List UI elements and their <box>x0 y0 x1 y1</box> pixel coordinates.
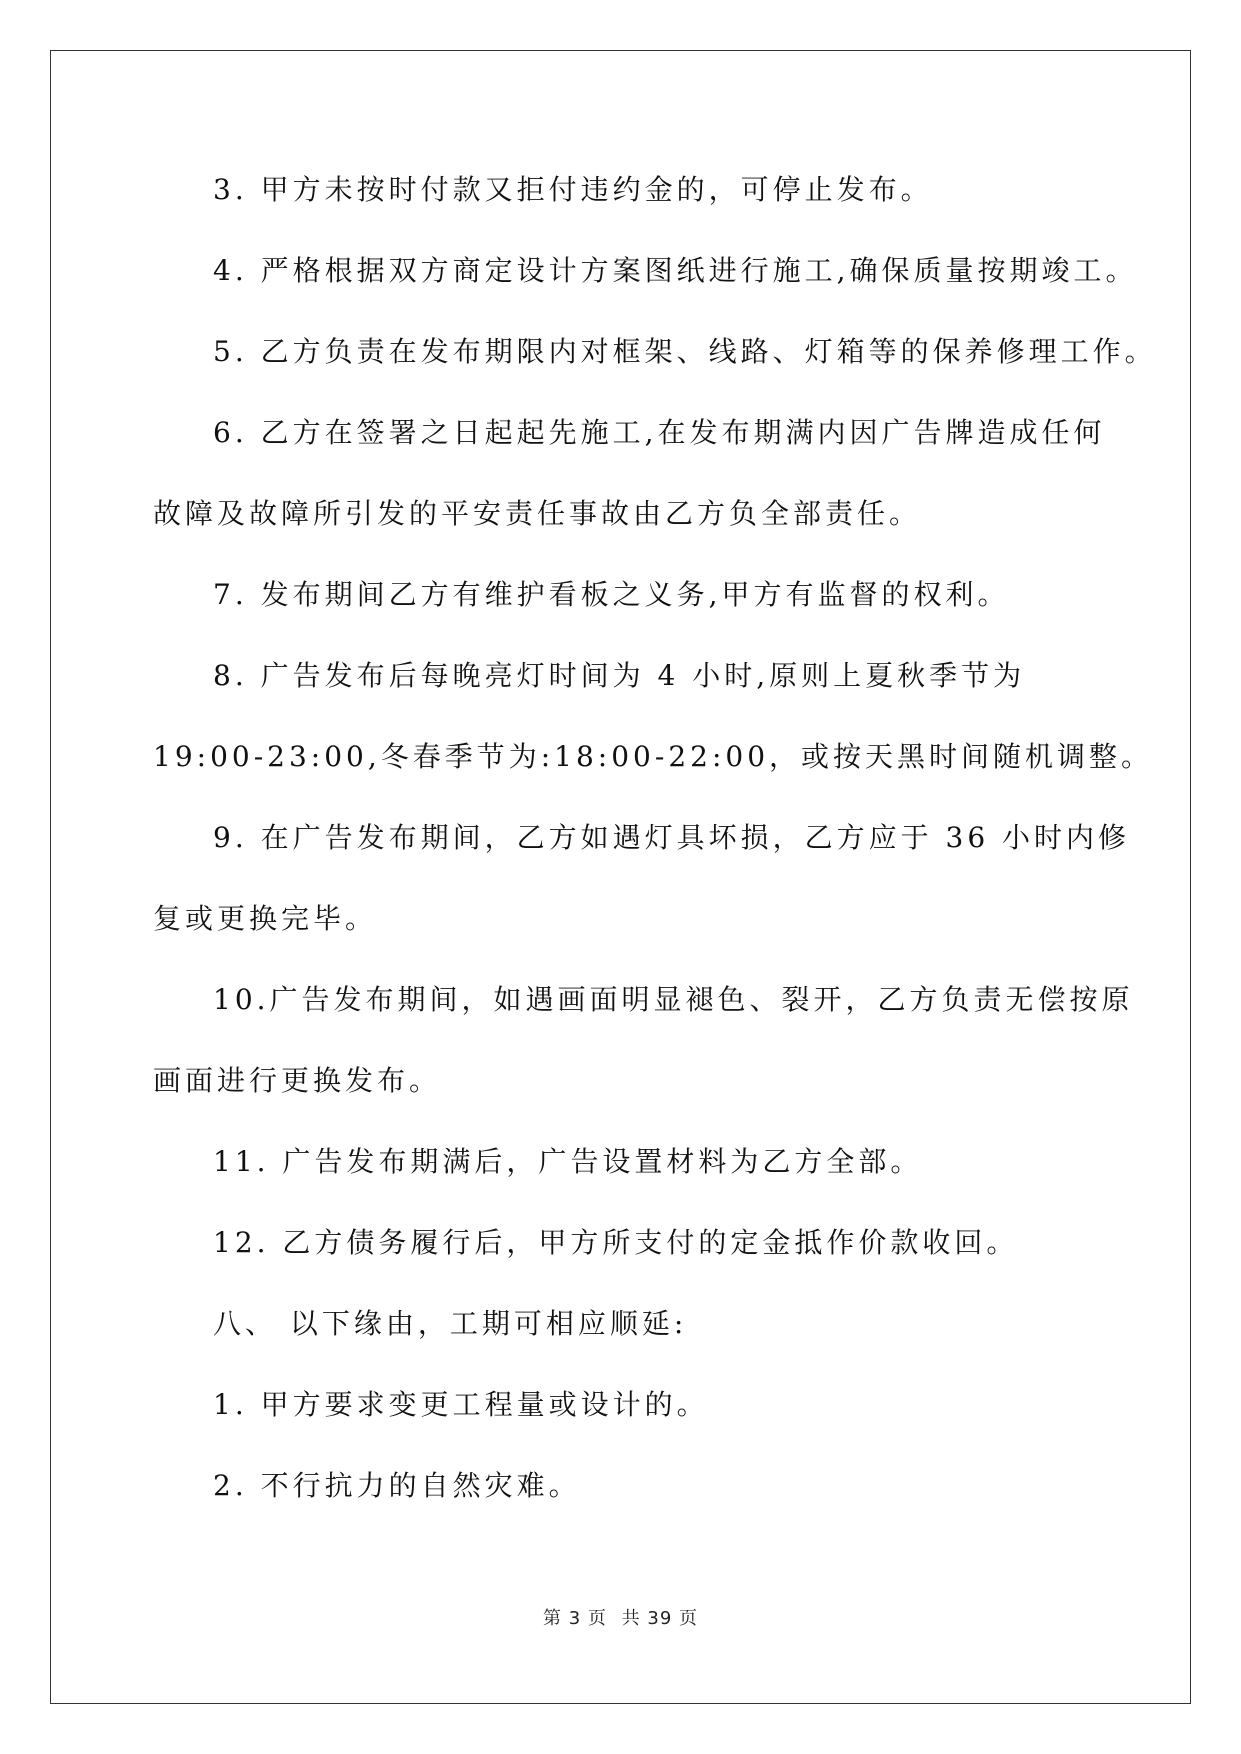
current-page-label: 第 3 页 <box>543 1608 607 1629</box>
paragraph-line: 10.广告发布期间，如遇画面明显褪色、裂开，乙方负责无偿按原 <box>213 983 1134 1016</box>
paragraph-line: 3. 甲方未按时付款又拒付违约金的，可停止发布。 <box>213 173 933 206</box>
paragraph-line: 5. 乙方负责在发布期限内对框架、线路、灯箱等的保养修理工作。 <box>213 335 1157 368</box>
document-body <box>153 160 1157 1537</box>
paragraph-line: 2. 不行抗力的自然灾难。 <box>213 1469 581 1502</box>
paragraph-line: 8. 广告发布后每晚亮灯时间为 4 小时,原则上夏秋季节为 <box>213 659 1026 692</box>
paragraph-line: 故障及故障所引发的平安责任事故由乙方负全部责任。 <box>153 497 922 530</box>
paragraph-line: 9. 在广告发布期间，乙方如遇灯具坏损，乙方应于 36 小时内修 <box>213 821 1131 854</box>
paragraph-line: 6. 乙方在签署之日起起先施工,在发布期满内因广告牌造成任何 <box>213 416 1106 449</box>
paragraph-line: 19:00-23:00,冬春季节为:18:00-22:00，或按天黑时间随机调整。 <box>153 740 1154 773</box>
paragraph-line: 1. 甲方要求变更工程量或设计的。 <box>213 1388 709 1421</box>
paragraph-line: 11. 广告发布期满后，广告设置材料为乙方全部。 <box>213 1145 923 1178</box>
paragraph-line: 4. 严格根据双方商定设计方案图纸进行施工,确保质量按期竣工。 <box>213 254 1138 287</box>
paragraph-line: 12. 乙方债务履行后，甲方所支付的定金抵作价款收回。 <box>213 1226 1019 1259</box>
total-pages-label: 共 39 页 <box>621 1608 698 1629</box>
paragraph-line: 复或更换完毕。 <box>153 902 378 935</box>
paragraph-line: 画面进行更换发布。 <box>153 1064 442 1097</box>
section-heading: 八、 以下缘由，工期可相应顺延: <box>213 1307 688 1340</box>
paragraph-line: 7. 发布期间乙方有维护看板之义务,甲方有监督的权利。 <box>213 578 1010 611</box>
page-footer <box>0 1604 1241 1630</box>
